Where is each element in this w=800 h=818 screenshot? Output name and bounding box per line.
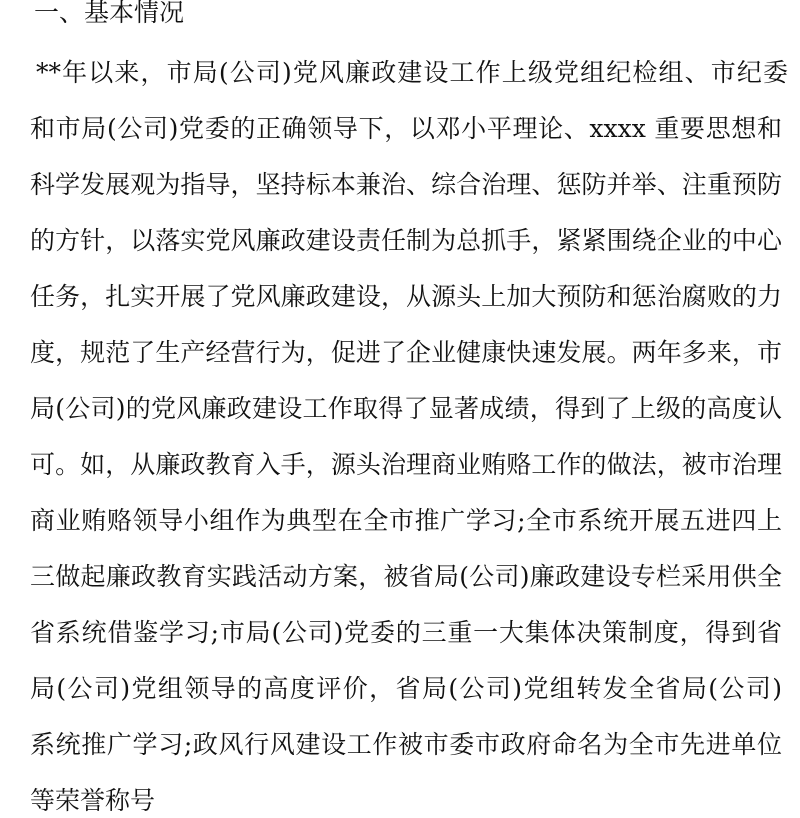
paragraph-line: 局(公司)党组领导的高度评价，省局(公司)党组转发全省局(公司) bbox=[30, 674, 782, 703]
paragraph-line: 科学发展观为指导，坚持标本兼治、综合治理、惩防并举、注重预防 bbox=[30, 170, 782, 199]
paragraph-line: 的方针，以落实党风廉政建设责任制为总抓手，紧紧围绕企业的中心 bbox=[30, 226, 782, 255]
paragraph-line: **年以来，市局(公司)党风廉政建设工作上级党组纪检组、市纪委 bbox=[36, 58, 788, 87]
paragraph-line: 系统推广学习;政风行风建设工作被市委市政府命名为全市先进单位 bbox=[30, 730, 782, 759]
paragraph-line: 商业贿赂领导小组作为典型在全市推广学习;全市系统开展五进四上 bbox=[30, 506, 782, 535]
paragraph-line: 三做起廉政教育实践活动方案，被省局(公司)廉政建设专栏采用供全 bbox=[30, 562, 782, 591]
paragraph-line: 省系统借鉴学习;市局(公司)党委的三重一大集体决策制度，得到省 bbox=[30, 618, 782, 647]
paragraph-line: 等荣誉称号 bbox=[30, 786, 156, 815]
section-heading: 一、基本情况 bbox=[34, 0, 185, 27]
paragraph-line: 可。如，从廉政教育入手，源头治理商业贿赂工作的做法，被市治理 bbox=[30, 450, 782, 479]
paragraph-line: 任务，扎实开展了党风廉政建设，从源头上加大预防和惩治腐败的力 bbox=[30, 282, 782, 311]
paragraph-line: 局(公司)的党风廉政建设工作取得了显著成绩，得到了上级的高度认 bbox=[30, 394, 782, 423]
paragraph-line: 度，规范了生产经营行为，促进了企业健康快速发展。两年多来，市 bbox=[30, 338, 782, 367]
paragraph-line: 和市局(公司)党委的正确领导下，以邓小平理论、xxxx 重要思想和 bbox=[30, 114, 782, 143]
